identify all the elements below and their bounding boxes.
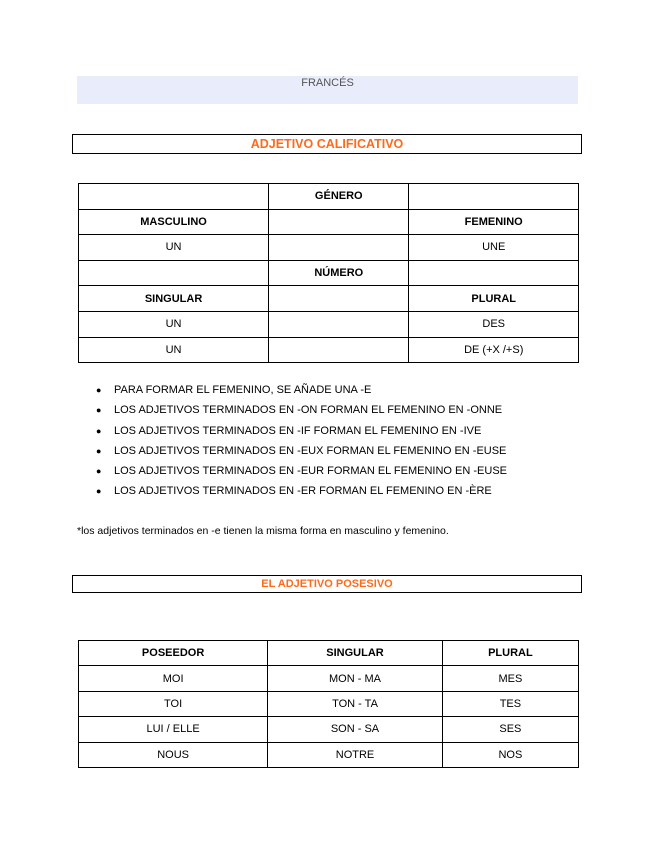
- table-row: [79, 337, 579, 363]
- table-cell: FEMENINO: [409, 209, 579, 235]
- table-cell: SON - SA: [268, 717, 443, 742]
- column-header: POSEEDOR: [79, 641, 268, 666]
- table-cell: SES: [442, 717, 578, 742]
- table-cell: SINGULAR: [79, 286, 269, 312]
- table-row: [79, 286, 579, 312]
- table-cell: LUI / ELLE: [79, 717, 268, 742]
- list-item: [96, 462, 507, 482]
- table-row: [79, 742, 579, 767]
- table-cell: DES: [409, 311, 579, 337]
- table-cell: TES: [442, 691, 578, 716]
- list-item: [96, 422, 507, 442]
- table-cell: GÉNERO: [269, 184, 409, 210]
- table-cell: MES: [442, 666, 578, 691]
- list-item: [96, 442, 507, 462]
- list-item: [96, 482, 507, 502]
- table-cell: [269, 311, 409, 337]
- table-row: [79, 311, 579, 337]
- column-header: SINGULAR: [268, 641, 443, 666]
- footnote: *los adjetivos terminados en -e tienen la misma forma en masculino y femenino.: [77, 525, 449, 537]
- table-row: [79, 209, 579, 235]
- table-row: [79, 260, 579, 286]
- table-cell: TOI: [79, 691, 268, 716]
- table-cell: TON - TA: [268, 691, 443, 716]
- table-cell: MOI: [79, 666, 268, 691]
- table-cell: [409, 260, 579, 286]
- list-item: [96, 381, 507, 401]
- table-cell: [269, 235, 409, 261]
- table-cell: NOS: [442, 742, 578, 767]
- possessive-table: [78, 640, 579, 768]
- column-header: PLURAL: [442, 641, 578, 666]
- table-cell: [269, 209, 409, 235]
- table-row: [79, 691, 579, 716]
- table-cell: MON - MA: [268, 666, 443, 691]
- section-title-adjetivo-posesivo: EL ADJETIVO POSESIVO: [72, 575, 582, 593]
- list-item: [96, 401, 507, 421]
- table-row: [79, 717, 579, 742]
- table-cell: NOUS: [79, 742, 268, 767]
- table-row: [79, 666, 579, 691]
- gender-number-table: [78, 183, 579, 363]
- rules-list: [96, 381, 507, 503]
- table-cell: UN: [79, 235, 269, 261]
- bullet-icon: ●: [96, 466, 102, 477]
- bullet-icon: ●: [96, 486, 102, 497]
- table-cell: NÚMERO: [269, 260, 409, 286]
- bullet-icon: ●: [96, 425, 102, 436]
- table-cell: MASCULINO: [79, 209, 269, 235]
- table-cell: UN: [79, 337, 269, 363]
- header-band: [77, 76, 578, 104]
- rule-text: LOS ADJETIVOS TERMINADOS EN -EUX FORMAN EL FEMENINO EN -EUSE: [114, 444, 507, 457]
- table-cell: DE (+X /+S): [409, 337, 579, 363]
- table-cell: [269, 286, 409, 312]
- table-header-row: [79, 641, 579, 666]
- rule-text: PARA FORMAR EL FEMENINO, SE AÑADE UNA -E: [114, 384, 372, 396]
- bullet-icon: ●: [96, 385, 102, 395]
- document-title: FRANCÉS: [301, 77, 354, 89]
- table-cell: [269, 337, 409, 363]
- table-cell: UNE: [409, 235, 579, 261]
- bullet-icon: ●: [96, 445, 102, 456]
- rule-text: LOS ADJETIVOS TERMINADOS EN -ER FORMAN EL FEMENINO EN -ÈRE: [114, 485, 492, 498]
- table-cell: NOTRE: [268, 742, 443, 767]
- table-cell: [79, 184, 269, 210]
- table-cell: UN: [79, 311, 269, 337]
- table-row: [79, 235, 579, 261]
- rule-text: LOS ADJETIVOS TERMINADOS EN -ON FORMAN EL FEMENINO EN -ONNE: [114, 404, 503, 417]
- table-cell: PLURAL: [409, 286, 579, 312]
- rule-text: LOS ADJETIVOS TERMINADOS EN -EUR FORMAN EL FEMENINO EN -EUSE: [114, 465, 508, 478]
- table-cell: [409, 184, 579, 210]
- table-row: [79, 184, 579, 210]
- section-title-adjetivo-calificativo: ADJETIVO CALIFICATIVO: [72, 134, 582, 154]
- rule-text: LOS ADJETIVOS TERMINADOS EN -IF FORMAN EL FEMENINO EN -IVE: [114, 424, 482, 437]
- table-cell: [79, 260, 269, 286]
- bullet-icon: ●: [96, 405, 102, 416]
